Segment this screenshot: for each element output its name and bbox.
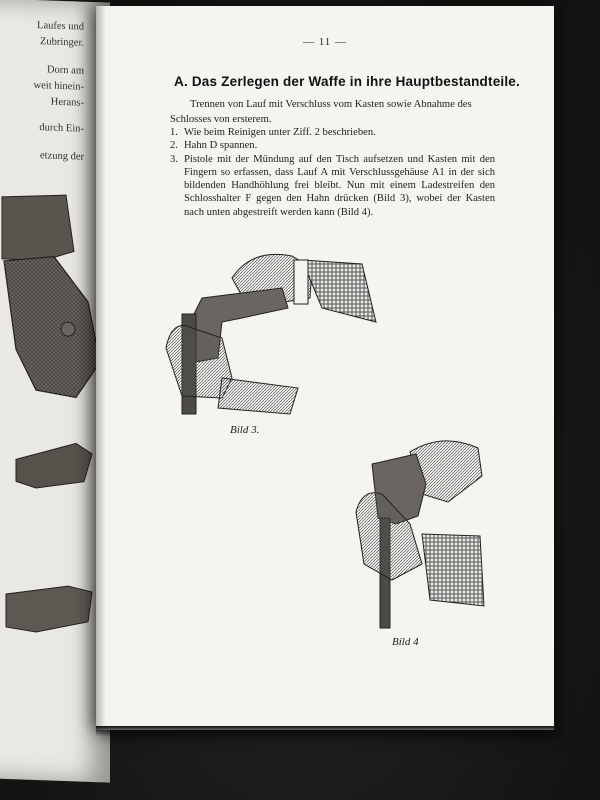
left-page-line: weit hinein- xyxy=(33,79,84,93)
instruction-steps xyxy=(170,126,495,219)
list-item xyxy=(170,126,495,139)
step-text: Wie beim Reinigen unter Ziff. 2 beschrieben. xyxy=(184,127,376,138)
list-item xyxy=(170,139,495,152)
left-page-line: etzung der xyxy=(39,150,84,163)
left-page-line: Zubringer. xyxy=(39,36,84,49)
list-item xyxy=(170,153,495,219)
page-gutter-shadow xyxy=(96,6,106,730)
step-text: Hahn D spannen. xyxy=(184,140,258,152)
page-number: — 11 — xyxy=(302,36,348,48)
step-text: Pistole mit der Mündung auf den Tisch aufsetzen und Kasten mit den Fingern so erfassen, dass Lauf A mit Verschlussgehäuse A1 in der sich bildenden Handhöhlung frei bleibt. Nun mit einem Ladestreifen den Schlosshalter F gegen den Hahn drücken (Bild 3), wobei der Kasten nach unten abgestreift werden kann (Bild 4). xyxy=(184,153,495,218)
step-number: 1. xyxy=(170,127,178,138)
left-facing-page xyxy=(0,0,110,783)
step-number: 2. xyxy=(170,140,178,152)
figure-4-illustration xyxy=(352,424,488,634)
figure-4-caption: Bild 4 xyxy=(392,636,419,648)
left-page-line: durch Ein- xyxy=(39,122,84,135)
page-bottom-shadow xyxy=(96,726,554,736)
document-page xyxy=(96,6,554,730)
intro-paragraph: Trennen von Lauf mit Verschluss vom Kasten sowie Abnahme des Schlosses von ersterem. xyxy=(170,99,472,125)
left-page-line: Laufes und xyxy=(37,20,84,33)
step-number: 3. xyxy=(170,153,178,165)
left-page-line: Herans- xyxy=(50,96,84,109)
pistol-parts-illustration xyxy=(0,189,106,653)
figure-3-caption: Bild 3. xyxy=(230,424,260,436)
left-page-line: Dorn am xyxy=(46,64,84,77)
section-heading: A. Das Zerlegen der Waffe in ihre Hauptbestandteile. xyxy=(174,74,520,89)
figure-3-illustration xyxy=(162,238,382,428)
